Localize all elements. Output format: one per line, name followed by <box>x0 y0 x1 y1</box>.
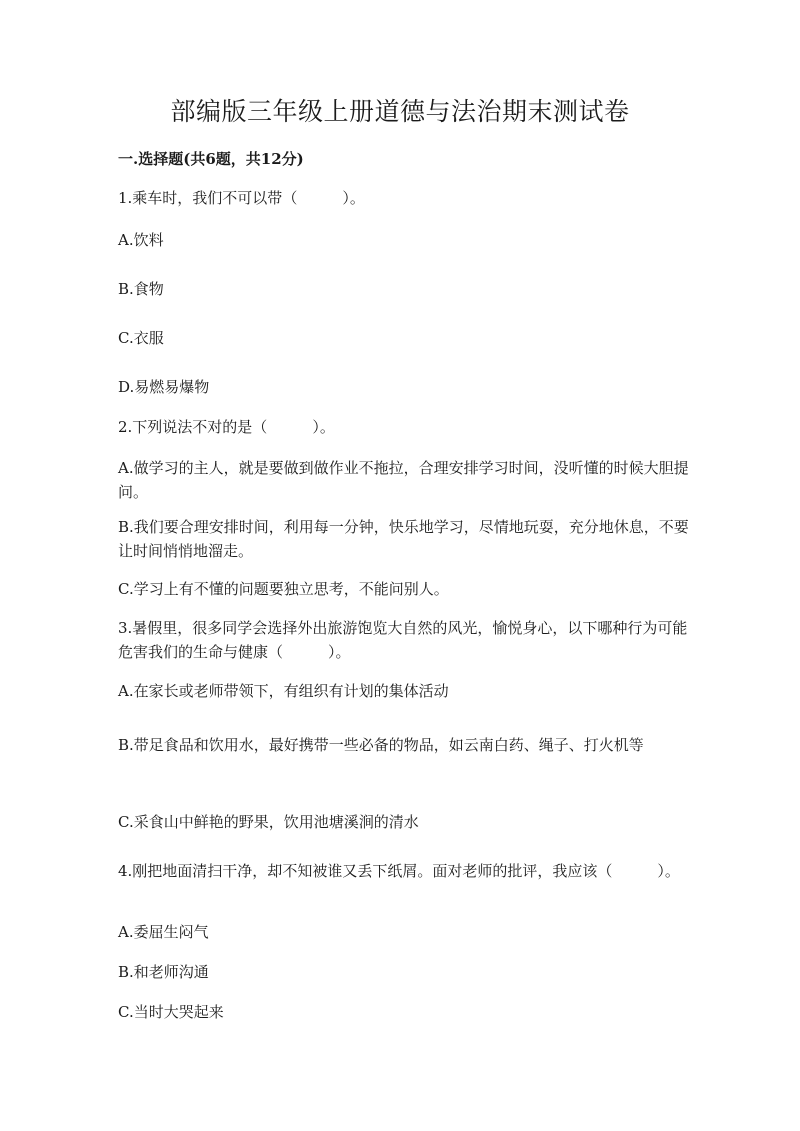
question-1-option-d: D.易燃易爆物 <box>118 378 210 396</box>
question-1-option-a: A.饮料 <box>118 231 164 249</box>
question-4-stem: 4.刚把地面清扫干净，却不知被谁又丢下纸屑。面对老师的批评，我应该（ ）。 <box>118 862 680 880</box>
question-2-stem: 2.下列说法不对的是（ ）。 <box>118 418 335 436</box>
question-4-option-b: B.和老师沟通 <box>118 963 209 981</box>
question-3-option-b: B.带足食品和饮用水，最好携带一些必备的物品，如云南白药、绳子、打火机等 <box>118 736 644 754</box>
question-4-option-c: C.当时大哭起来 <box>118 1003 224 1021</box>
question-1-option-b: B.食物 <box>118 280 164 298</box>
question-3-option-c: C.采食山中鲜艳的野果，饮用池塘溪涧的清水 <box>118 813 419 831</box>
question-1-option-c: C.衣服 <box>118 329 164 347</box>
question-3-stem: 3.暑假里，很多同学会选择外出旅游饱览大自然的风光，愉悦身心，以下哪种行为可能危害我们的生命与健康（ ）。 <box>118 619 688 661</box>
section-heading: 一.选择题(共6题，共12分) <box>118 150 304 168</box>
exam-title: 部编版三年级上册道德与法治期末测试卷 <box>170 97 630 126</box>
question-2-option-c: C.学习上有不懂的问题要独立思考，不能问别人。 <box>118 580 449 598</box>
question-2-option-b: B.我们要合理安排时间，利用每一分钟，快乐地学习，尽情地玩耍，充分地休息，不要让时间悄悄地溜走。 <box>118 518 689 560</box>
question-3-option-a: A.在家长或老师带领下，有组织有计划的集体活动 <box>118 682 449 700</box>
question-4-option-a: A.委屈生闷气 <box>118 923 209 941</box>
question-2-option-a: A.做学习的主人，就是要做到做作业不拖拉，合理安排学习时间，没听懂的时候大胆提问。 <box>118 459 689 501</box>
question-1-stem: 1.乘车时，我们不可以带（ ）。 <box>118 189 365 207</box>
